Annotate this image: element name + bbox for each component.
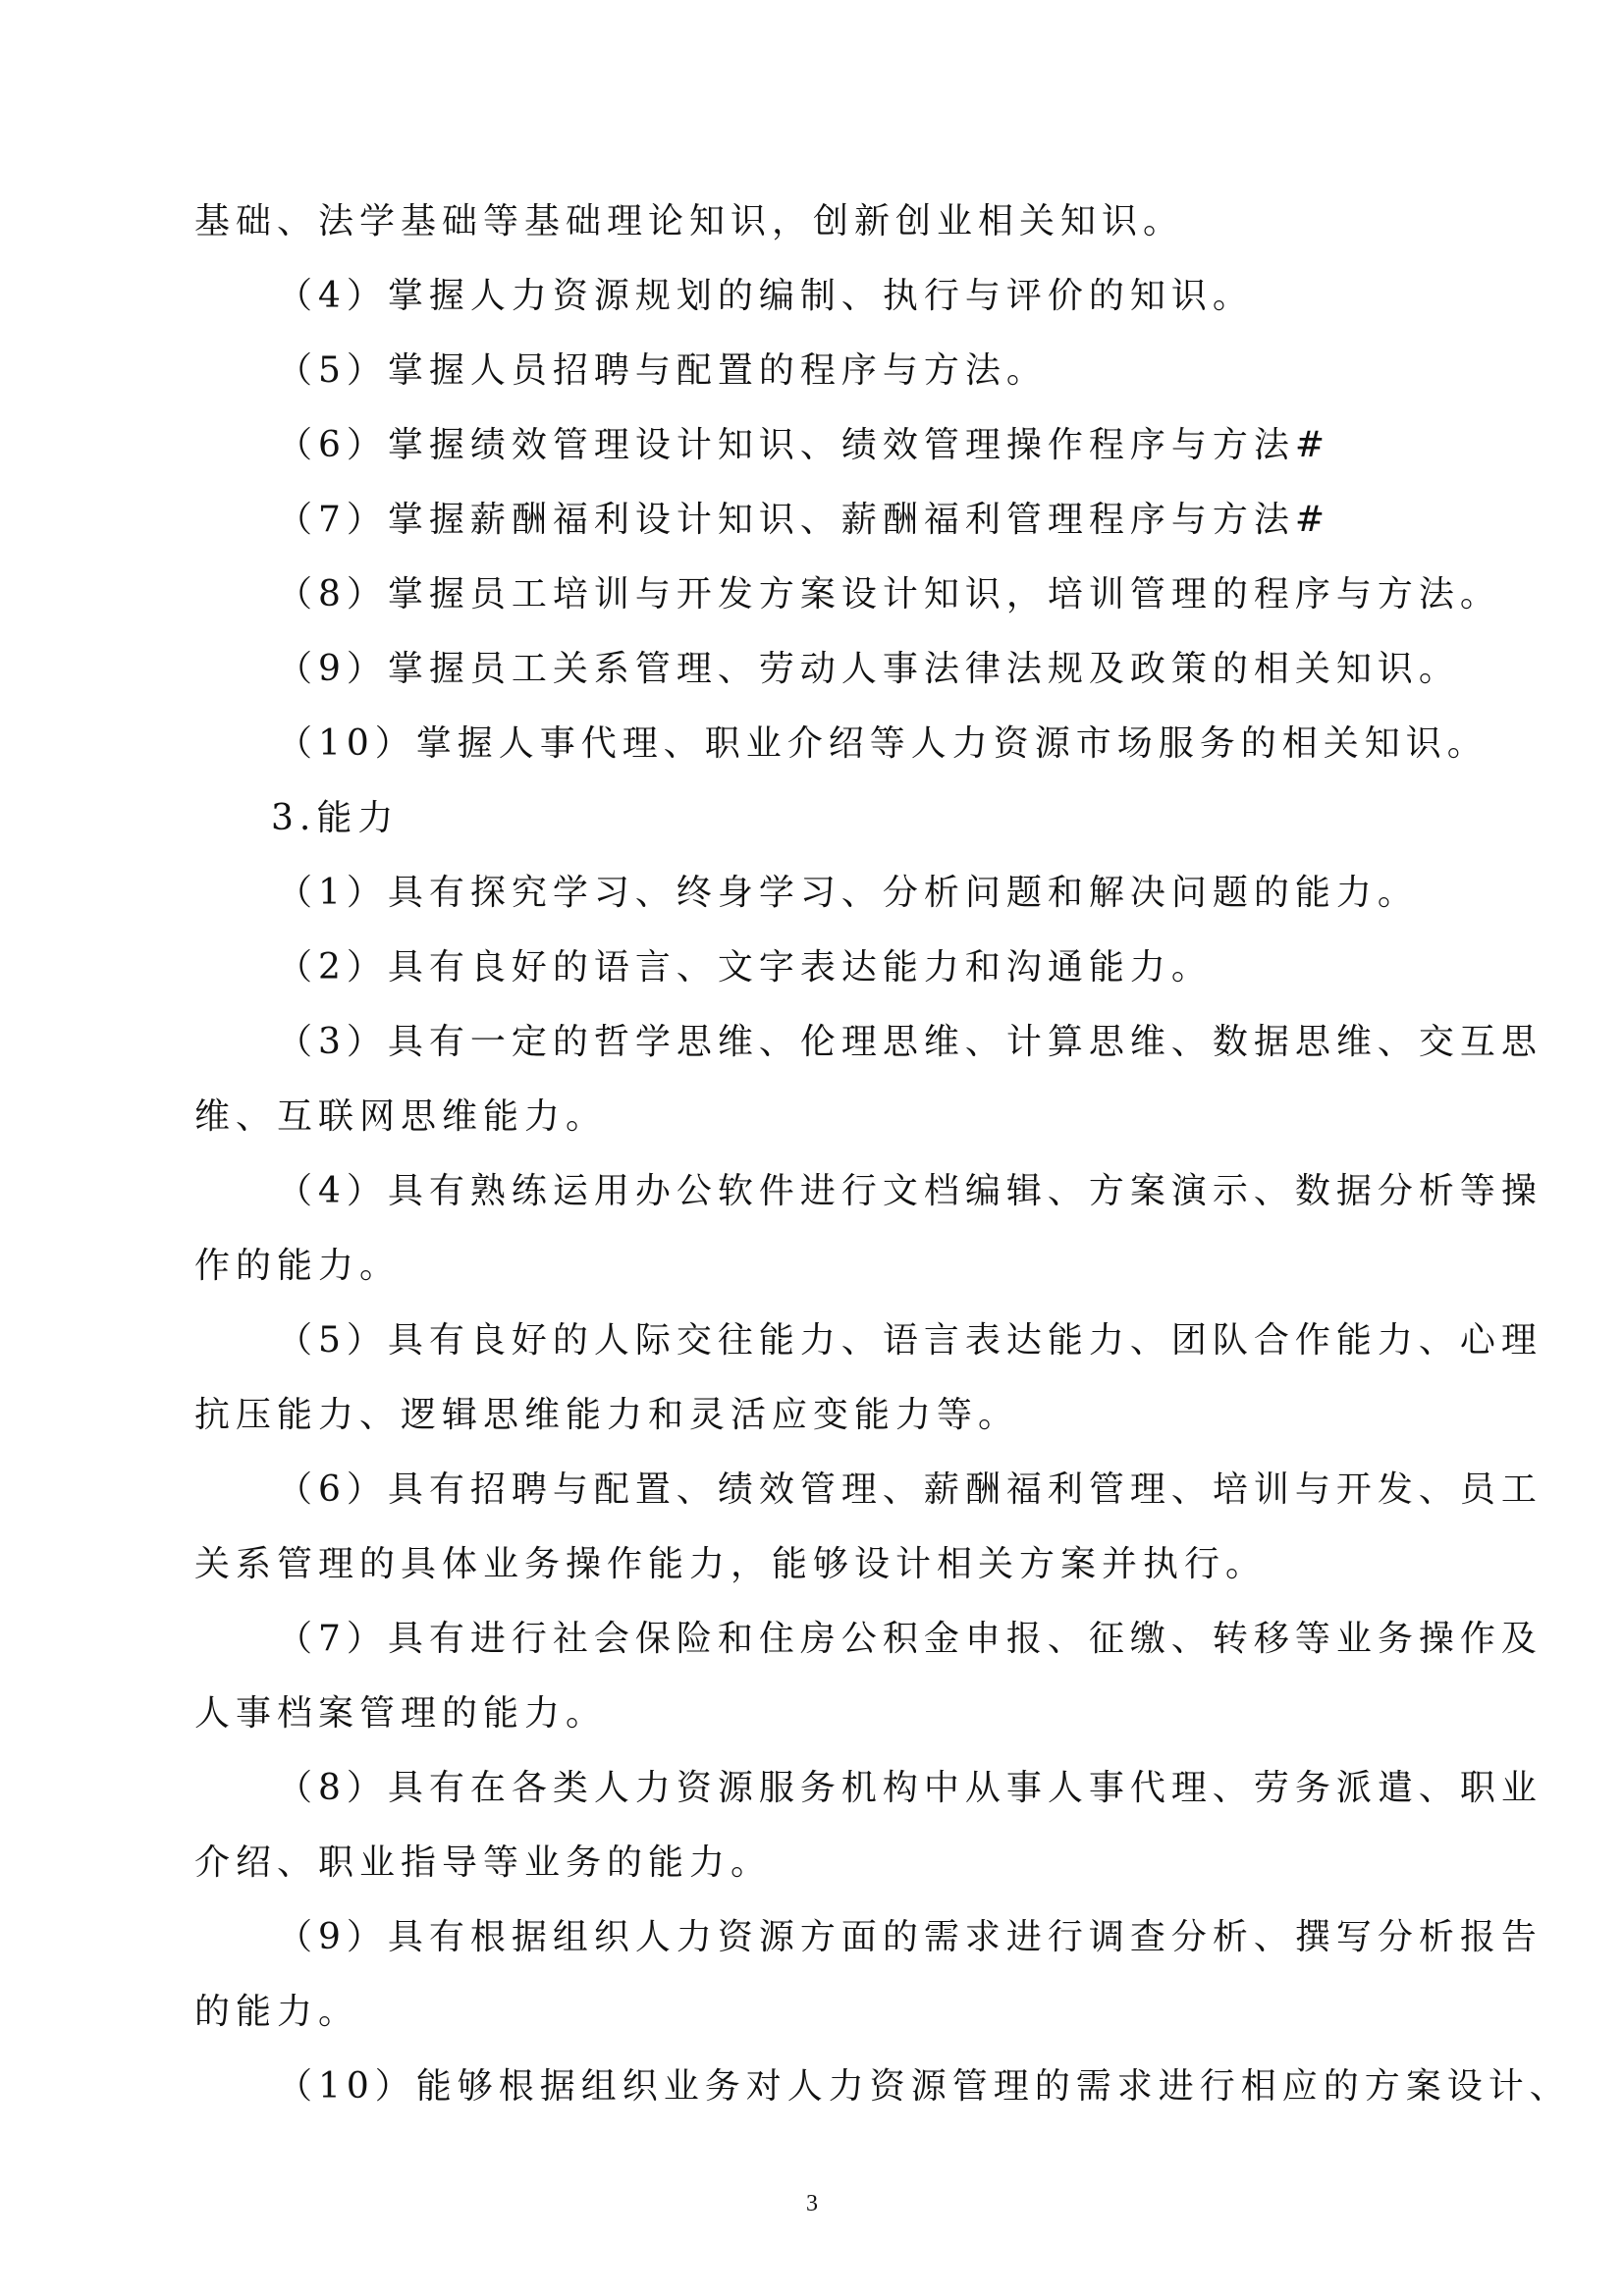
- ability-item-9: （9）具有根据组织人力资源方面的需求进行调查分析、撰写分析报告: [277, 1917, 1543, 1957]
- ability-item-5-continued: 抗压能力、逻辑思维能力和灵活应变能力等。: [194, 1395, 1020, 1435]
- ability-item-2: （2）具有良好的语言、文字表达能力和沟通能力。: [277, 947, 1213, 988]
- knowledge-item-7: （7）掌握薪酬福利设计知识、薪酬福利管理程序与方法#: [277, 500, 1331, 540]
- ability-item-3-continued: 维、互联网思维能力。: [194, 1096, 608, 1137]
- ability-item-8: （8）具有在各类人力资源服务机构中从事人事代理、劳务派遣、职业: [277, 1768, 1543, 1808]
- ability-item-5: （5）具有良好的人际交往能力、语言表达能力、团队合作能力、心理: [277, 1320, 1543, 1361]
- ability-item-6-continued: 关系管理的具体业务操作能力，能够设计相关方案并执行。: [194, 1544, 1268, 1584]
- document-body: [194, 185, 1571, 2124]
- knowledge-item-10: （10）掌握人事代理、职业介绍等人力资源市场服务的相关知识。: [277, 723, 1489, 764]
- ability-item-4: （4）具有熟练运用办公软件进行文档编辑、方案演示、数据分析等操: [277, 1171, 1543, 1211]
- page-number: 3: [806, 2191, 818, 2216]
- knowledge-item-8: （8）掌握员工培训与开发方案设计知识，培训管理的程序与方法。: [277, 574, 1501, 614]
- ability-item-9-continued: 的能力。: [194, 1992, 360, 2032]
- ability-item-7-continued: 人事档案管理的能力。: [194, 1693, 608, 1734]
- section-heading-ability: 3.能力: [271, 798, 400, 838]
- knowledge-item-4: （4）掌握人力资源规划的编制、执行与评价的知识。: [277, 276, 1254, 316]
- knowledge-item-6: （6）掌握绩效管理设计知识、绩效管理操作程序与方法#: [277, 425, 1331, 465]
- ability-item-3: （3）具有一定的哲学思维、伦理思维、计算思维、数据思维、交互思: [277, 1022, 1543, 1062]
- ability-item-1: （1）具有探究学习、终身学习、分析问题和解决问题的能力。: [277, 873, 1419, 913]
- knowledge-item-9: （9）掌握员工关系管理、劳动人事法律法规及政策的相关知识。: [277, 649, 1460, 689]
- ability-item-4-continued: 作的能力。: [194, 1246, 402, 1286]
- body-line: 基础、法学基础等基础理论知识，创新创业相关知识。: [194, 201, 1185, 241]
- ability-item-7: （7）具有进行社会保险和住房公积金申报、征缴、转移等业务操作及: [277, 1619, 1543, 1659]
- ability-item-10: （10）能够根据组织业务对人力资源管理的需求进行相应的方案设计、: [277, 2066, 1571, 2107]
- knowledge-item-5: （5）掌握人员招聘与配置的程序与方法。: [277, 350, 1048, 391]
- ability-item-6: （6）具有招聘与配置、绩效管理、薪酬福利管理、培训与开发、员工: [277, 1469, 1543, 1510]
- ability-item-8-continued: 介绍、职业指导等业务的能力。: [194, 1842, 773, 1883]
